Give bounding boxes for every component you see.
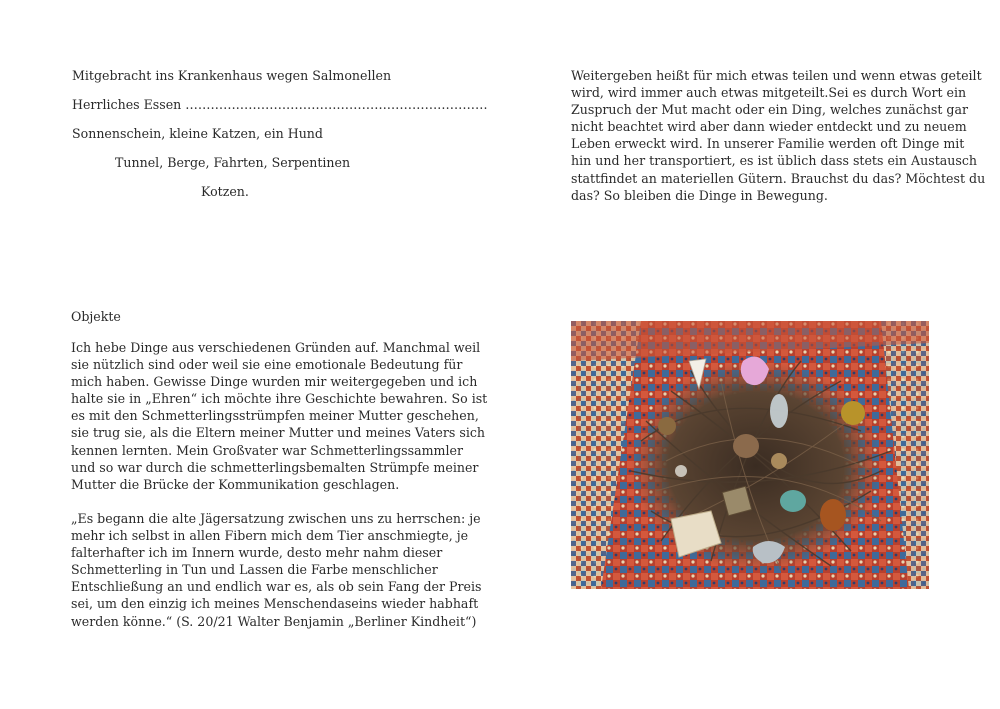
pebble [675,465,687,477]
text-line: stattfindet an materiellen Gütern. Brauchst du das? Möchtest du [571,170,986,186]
text-line: „Es begann die alte Jägersatzung zwischen uns zu herrschen: je [71,511,481,526]
gold-coin [841,401,865,425]
text-line: sie nützlich sind oder weil sie eine emotionale Bedeutung für [71,357,463,373]
poem-line-2: Herrliches Essen ……………………………………………………………… [72,97,488,112]
small-ball [771,453,787,469]
text-line: halte sie in „Ehren“ ich möchte ihre Geschichte bewahren. So ist [71,391,488,407]
text-line: es mit den Schmetterlingsstrümpfen meiner Mutter geschehen, [71,408,479,424]
nut [658,417,676,435]
text-line: Zuspruch der Mut macht oder ein Ding, welches zunächst gar [571,102,968,118]
poem-line-4: Tunnel, Berge, Fahrten, Serpentinen [115,155,351,170]
text-line: Mutter die Brücke der Kommunikation geschlagen. [71,476,400,492]
text-line: Weitergeben heißt für mich etwas teilen und wenn etwas geteilt [571,68,982,83]
text-line: werden könne.“ (S. 20/21 Walter Benjamin „Berliner Kindheit“) [71,613,477,629]
poem-line-3: Sonnenschein, kleine Katzen, ein Hund [72,126,323,141]
section-heading: Objekte [71,309,121,324]
text-line: sie trug sie, als die Eltern meiner Mutter und meines Vaters sich [71,425,486,441]
text-line: Entschließung an und endlich war es, als ob sein Fang der Preis [71,579,482,595]
text-line: hin und her transportiert, es ist üblich dass stets ein Austausch [571,153,978,169]
text-line: wird, wird immer auch etwas mitgeteilt.Sei es durch Wort ein [571,85,967,101]
crystal [770,394,788,428]
seed-pod [733,434,759,458]
text-line: falterhafter ich im Innern wurde, desto mehr nahm dieser [71,545,443,561]
text-line: mich haben. Gewisse Dinge wurden mir weitergegeben und ich [71,374,478,390]
text-line: mehr ich selbst in allen Fibern mich dem Tier anschmiegte, je [71,528,469,544]
text-line: das? So bleiben die Dinge in Bewegung. [571,187,828,203]
text-line: Ich hebe Dinge aus verschiedenen Gründen auf. Manchmal weil [71,340,481,355]
text-line: Leben erweckt wird. In unserer Familie werden oft Dinge mit [571,136,965,152]
text-line: kennen lernten. Mein Großvater war Schmetterlingssammler [71,442,463,458]
text-line: und so war durch die schmetterlingsbemalten Strümpfe meiner [71,459,479,475]
objekte-paragraph [71,339,487,493]
text-line: nicht beachtet wird aber dann wieder entdeckt und zu neuem [571,119,967,135]
poem-line-1: Mitgebracht ins Krankenhaus wegen Salmonellen [72,68,392,83]
benjamin-quote [71,510,481,630]
poem-line-5: Kotzen. [201,184,249,199]
pine-cone [820,499,846,531]
turquoise-stone [780,490,806,512]
text-line: sei, um den einzig ich meines Menschendaseins wieder habhaft [71,596,479,612]
weitergeben-paragraph [571,67,985,204]
nest-objects-photo [571,321,929,589]
text-line: Schmetterling in Tun und Lassen die Farbe menschlicher [71,562,438,578]
